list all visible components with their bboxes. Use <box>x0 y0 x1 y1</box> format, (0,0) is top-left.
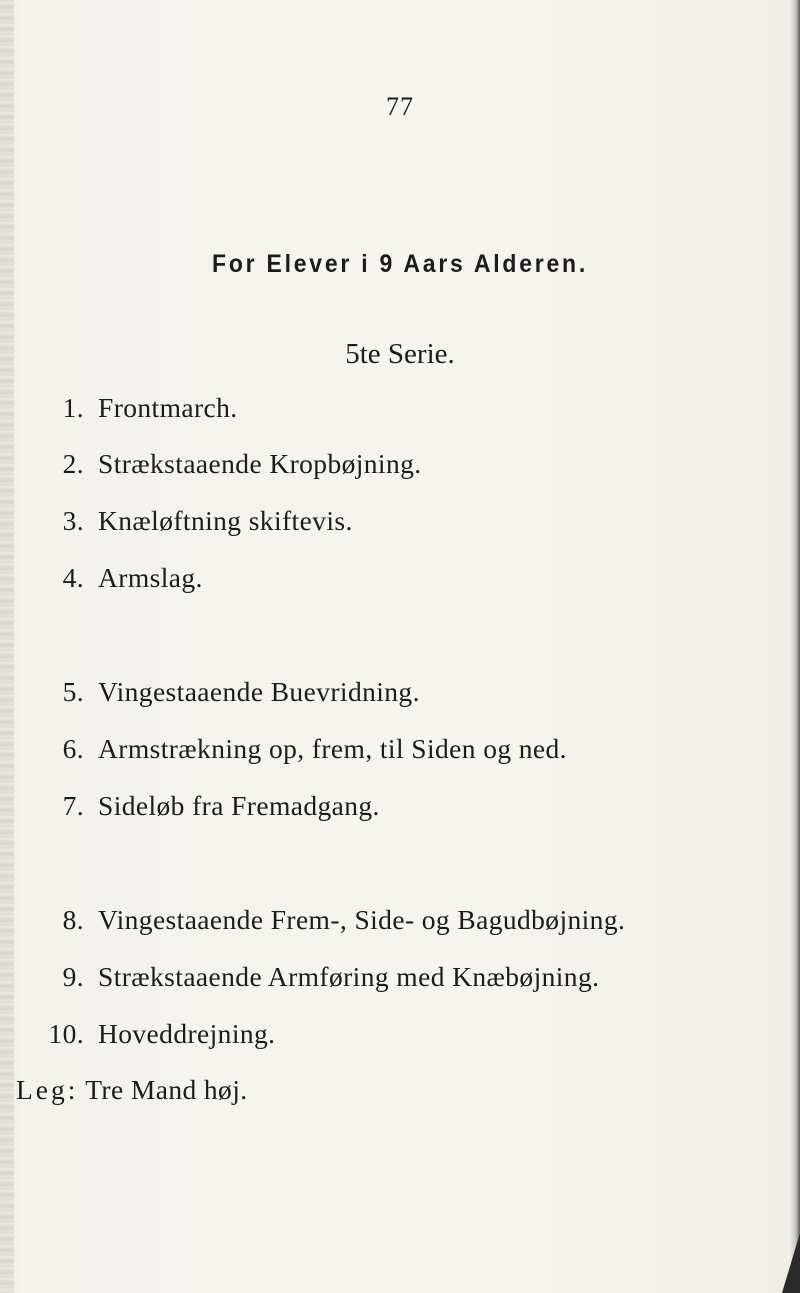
exercise-item <box>28 904 625 936</box>
exercise-number: 8. <box>62 904 84 935</box>
exercise-text: Vingestaaende Frem-, Side- og Bagudbøjning. <box>98 904 626 935</box>
page-number: 77 <box>386 92 414 121</box>
exercise-text: Strækstaaende Armføring med Knæbøjning. <box>98 961 600 992</box>
exercise-number: 3. <box>62 505 84 536</box>
exercise-number: 1. <box>62 392 84 423</box>
exercise-text: Armstrækning op, frem, til Siden og ned. <box>98 733 567 764</box>
exercise-text: Strækstaaende Kropbøjning. <box>98 448 422 479</box>
exercise-item <box>28 448 422 480</box>
exercise-item <box>28 562 203 594</box>
page-binding-edge <box>0 0 14 1293</box>
exercise-number: 5. <box>62 676 84 707</box>
exercise-item <box>28 392 238 424</box>
exercise-number: 10. <box>48 1018 84 1049</box>
exercise-number: 6. <box>62 733 84 764</box>
exercise-number: 9. <box>62 961 84 992</box>
page-corner-shadow <box>782 1233 800 1293</box>
series-title: 5te Serie. <box>345 338 455 370</box>
exercise-item <box>28 505 353 537</box>
exercise-text: Armslag. <box>98 562 203 593</box>
section-heading: For Elever i 9 Aars Alderen. <box>212 250 588 278</box>
exercise-number: 2. <box>62 448 84 479</box>
exercise-item <box>28 790 380 822</box>
exercise-text: Knæløftning skiftevis. <box>98 505 353 536</box>
leg-text: Tre Mand høj. <box>85 1074 248 1105</box>
exercise-item <box>28 733 567 765</box>
exercise-text: Sideløb fra Fremadgang. <box>98 790 380 821</box>
exercise-item <box>28 676 420 708</box>
exercise-item <box>28 961 599 993</box>
exercise-text: Frontmarch. <box>98 392 238 423</box>
leg-line <box>16 1074 248 1106</box>
exercise-number: 4. <box>62 562 84 593</box>
page-right-edge <box>790 0 800 1293</box>
exercise-number: 7. <box>62 790 84 821</box>
exercise-text: Vingestaaende Buevridning. <box>98 676 420 707</box>
leg-label: Leg: <box>16 1074 79 1105</box>
exercise-item <box>28 1018 275 1050</box>
exercise-text: Hoveddrejning. <box>98 1018 276 1049</box>
